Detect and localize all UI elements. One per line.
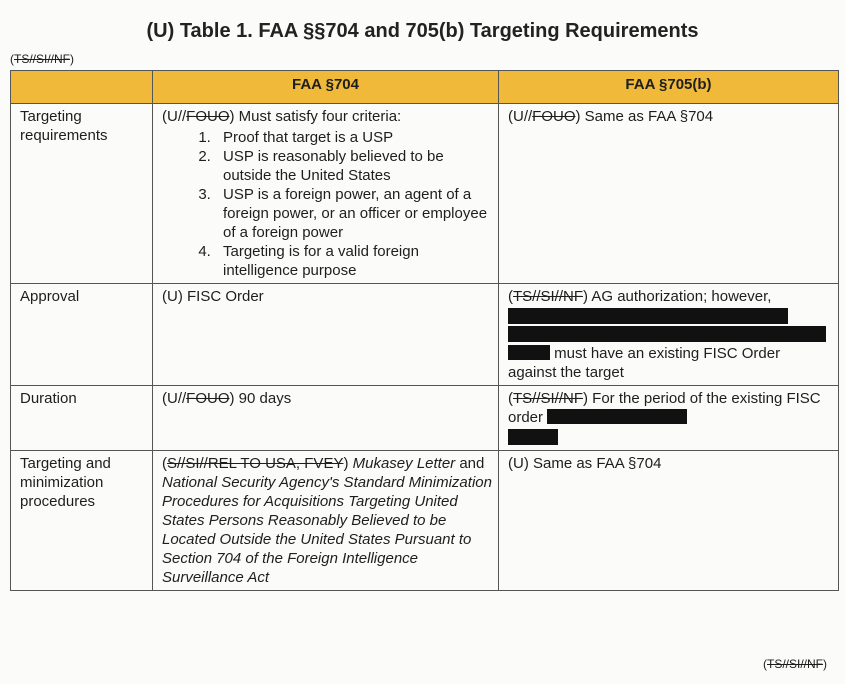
list-item: 2. USP is reasonably believed to be outside the United States [215, 147, 492, 185]
redaction-block [508, 308, 788, 324]
row-label: Duration [11, 386, 153, 451]
table-row-procedures [11, 451, 839, 591]
cell-704-procedures: (S//SI//REL TO USA, FVEY) Mukasey Letter and National Security Agency's Standard Minimization Procedures for Acquisitions Targeting United States Persons Reasonably Believed to be Located Outside the United States Pursuant to Section 704 of the Foreign Intelligence Surveillance Act [153, 451, 499, 591]
cell-704-duration: (U//FOUO) 90 days [153, 386, 499, 451]
list-item: 1. Proof that target is a USP [215, 128, 492, 147]
header-blank [11, 71, 153, 104]
cell-704-targeting: (U//FOUO) Must satisfy four criteria: 1. Proof that target is a USP 2. USP is reasonably believed to be outside the United States 3. USP is a foreign power, an agent of a foreign power, or an officer or employee of a foreign power 4. Targeting is for a valid foreign intelligence purpose [153, 104, 499, 284]
list-item: 3. USP is a foreign power, an agent of a foreign power, or an officer or employee of a foreign power [215, 185, 492, 242]
cell-705b-duration: (TS//SI//NF) For the period of the existing FISC order [499, 386, 839, 451]
redaction-block [508, 429, 558, 445]
classification-struck-text: TS//SI//NF [766, 657, 823, 671]
redaction-block [508, 345, 550, 360]
marking-text: U//FOUO [167, 108, 230, 125]
cell-704-approval: (U) FISC Order [153, 284, 499, 386]
table-row-duration [11, 386, 839, 451]
classification-marking-top: (TS//SI//NF) [10, 52, 75, 66]
header-faa-704: FAA §704 [153, 71, 499, 104]
list-item: 4. Targeting is for a valid foreign intelligence purpose [215, 242, 492, 280]
targeting-requirements-table [10, 70, 839, 591]
header-faa-705b: FAA §705(b) [499, 71, 839, 104]
classification-marking-bottom: (TS//SI//NF) [762, 657, 827, 671]
cell-705b-targeting: (U//FOUO) Same as FAA §704 [499, 104, 839, 284]
redaction-block [547, 409, 687, 424]
header-row [11, 71, 839, 104]
table-row-approval [11, 284, 839, 386]
classification-struck-text: TS//SI//NF [14, 52, 71, 66]
table-title: (U) Table 1. FAA §§704 and 705(b) Targeting Requirements [146, 20, 699, 42]
cell-705b-procedures: (U) Same as FAA §704 [499, 451, 839, 591]
row-label: Targeting requirements [11, 104, 153, 284]
criteria-list [162, 128, 492, 280]
redaction-block [508, 326, 826, 342]
row-label: Approval [11, 284, 153, 386]
row-label: Targeting and minimization procedures [11, 451, 153, 591]
table-row-targeting [11, 104, 839, 284]
cell-705b-approval: (TS//SI//NF) AG authorization; however, must have an existing FISC Order against the target [499, 284, 839, 386]
